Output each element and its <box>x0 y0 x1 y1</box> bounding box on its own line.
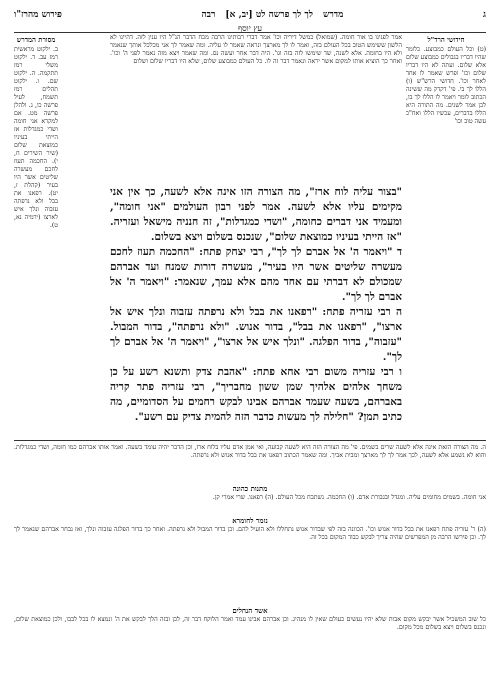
bottom-rule <box>14 440 486 441</box>
left-masoret-column <box>14 36 58 436</box>
right-commentary-column <box>406 36 486 436</box>
header-edition: פירוש מהרז"ו <box>14 9 62 20</box>
left-column-text: ב. ילקוט מראשית רמז עב. ד. ילקוט משלי רמז תתקמה. ה. ילקוט שם. ו. ילקוט תהלים רמז תשמח, לעיל פרשה כו, ג. ולהלן פרשה מט. אם למקרא אני חומה ושדי כמגדלות אז הייתי בעיניו כמוצאת שלום (שיר השירים ח, י). החכמה תעוז לחכם מעשרה שליטים אשר היו בעיר (קהלת ז, יט). רפאנו את בבל ולא נרפתה עזבוה ונלך איש לארצו (ירמיה נא, ט). <box>14 46 58 229</box>
page-letter: ג <box>483 9 486 20</box>
ashed-text: כל שוב המשכיל אשר יבקש מקום אבות שלא יהיו נעשים כעולם שאין לו מנהיג. וכן אברהם אבינו עמד ואמר הלוקח דבר זה, לכן ובזה הלך לבקש את ה' ונמצא לו בכל לבבו, ולכן כמוצאת שלום, ונכנס בשלום ויצא בשלום מכל מקום. <box>14 616 486 632</box>
header-parsha: לך לך פרשה לט [יב, א] <box>225 9 313 20</box>
right-column-title: חידושי הרד"ל <box>427 36 465 44</box>
left-column-title: מסורת המדרש <box>16 36 56 44</box>
nezer-label: נזמר לחומרא <box>232 516 268 525</box>
header-rabba: רבה <box>201 9 216 20</box>
bottom-main-note: ה. מה הצורה הזאת אינה אלא לשעה שרים בשמים. פי' מה הצורה הזה היא לשעה קבועה, ואי אמן אדם עליו בלוח ארז, וכן הדבר יהיה עומד בשעה. ואמר אותו אברהם כמו חומה, ושדי כמגדלות. והוא לא נשמע אלא לשעה, לכך אמר לך לך מארצך ומבית אביך. ומה שאמר הכתוב רפאנו את בבל בדור אנוש ולא נרפתה. <box>14 444 486 460</box>
matnot-kehuna-label: מתנות כהונה <box>232 484 268 493</box>
page-header <box>14 6 486 22</box>
main-commentary-top: אמר לפנינו בו אור חומה. (שמואל) כמשל דיריה וכו' אמר דברי רבותינו הרבה מכח הדבר הנ"ל היו ענין לזה. דהיינו לא הלשון ששימש הטוב בכל העולם בזה, ואמר לו לך מארצך ונראה שאמר לו עליה. ומה שאמר לך אני מכלכל אותך שנאמר ולא היו בחומה. אלא לשנה, שד שימשו לזה בזה וגו'. היה דבר אחר ועשה נס. ומה שאמר ויצא מזה נאמר לפני ה' וכו'. ואחר כך הוציא אותו למקום אשר יראה ונאמר דבר זה לו. כל העולם כמבוצע שלום, שלא היו דבריו שלום ושלום <box>110 34 402 65</box>
ashed-label: אשד הנחלים <box>232 606 268 615</box>
matnot-kehuna-text: אני חומה. בשמים מחומים עליה. ומגדל ובגבורת אדם. (ו) החכמה. נשתבח מכל העולם. (ה) רפאנו. שרי אמרי קן. <box>212 494 486 501</box>
header-ets-yosef: עץ יוסף <box>237 24 263 33</box>
right-column-text: (ט) וכל העולם כמבוצע. כלומר שהיו דבריו בגבולים כמבוצע שלום אלא שלום. ועתה לא היו דבריו שלום וכו' ופרש שאמר לו אחד לאחר וכו'. חדושי הרש"ש (ו) הללו לך בי. פי' דקדק מה ששינה הכתוב לומר ויאמר לו הללו לך בו, לכן אמר לשנים. מה התורה היא הללו בדברים, עכשיו הללו ואח"כ עשה טוב וכו' <box>406 46 486 125</box>
nezer-text: (ה) ר' עזריה פתח רפאנו את בבל בדור אנוש וכו'. הכוונה בזה לפי שבדור אנוש נתחללו ולא הועיל להם. וכן בדור המבול ולא נרפתה. ואחר כך בדור הפלגה עזבוה ונלך, ואז נבחר אברהם שנאמר לך לך. וכן פירשו הרבה מן המפרשים שהיה צריך לבקש כבוד המקום בכל זה. <box>14 526 486 542</box>
header-midrash: מדרש <box>323 9 344 20</box>
header-rule <box>14 32 486 33</box>
header-center <box>201 9 343 20</box>
midrash-main-text: "בצור עליה לוח ארז", מה הצורה הזו אינה אלא לשעה, כך אין אני מקימים עליו אלא לשעה. אמר לפני רבון העולמים "אני חומה", ומעמיד אני דברים כחומה, "ושדי כמגדלות", זה חנניה מישאל ועזריה. "אז הייתי בעיניו כמוצאת שלום", שנכנס בשלום ויצא בשלום. ד "ויאמר ה' אל אברם לך לך", רבי יצחק פתח: "החכמה תעוז לחכם מעשרה שליטים אשר היו בעיר", מעשרה דורות שמנח ועד אברהם שמכולם לא דברתי עם אחד מהם אלא עמך, שנאמר: "ויאמר ה' אל אברם לך לך". ה רבי עזריה פתח: "רפאנו את בבל ולא נרפתה עזבוה ונלך איש אל ארצו", "רפאנו את בבל", בדור אנוש. "ולא נרפתה", בדור המבול. "עזבוה", בדור הפלגה. "ונלך איש אל ארצו", "ויאמר ה' אל אברם לך לך". ו רבי עזריה משום רבי אחא פתח: "אהבת צדק ותשנא רשע על כן משחך אלהים אלהיך שמן ששון מחבריך", רבי עזריה פתר קריה באברהם, בשעה שעמד אברהם אבינו לבקש רחמים על הסדומיים, מה כתיב תמן? "חלילה לך מעשות כדבר הזה להמית צדיק עם רשע". <box>110 186 402 423</box>
